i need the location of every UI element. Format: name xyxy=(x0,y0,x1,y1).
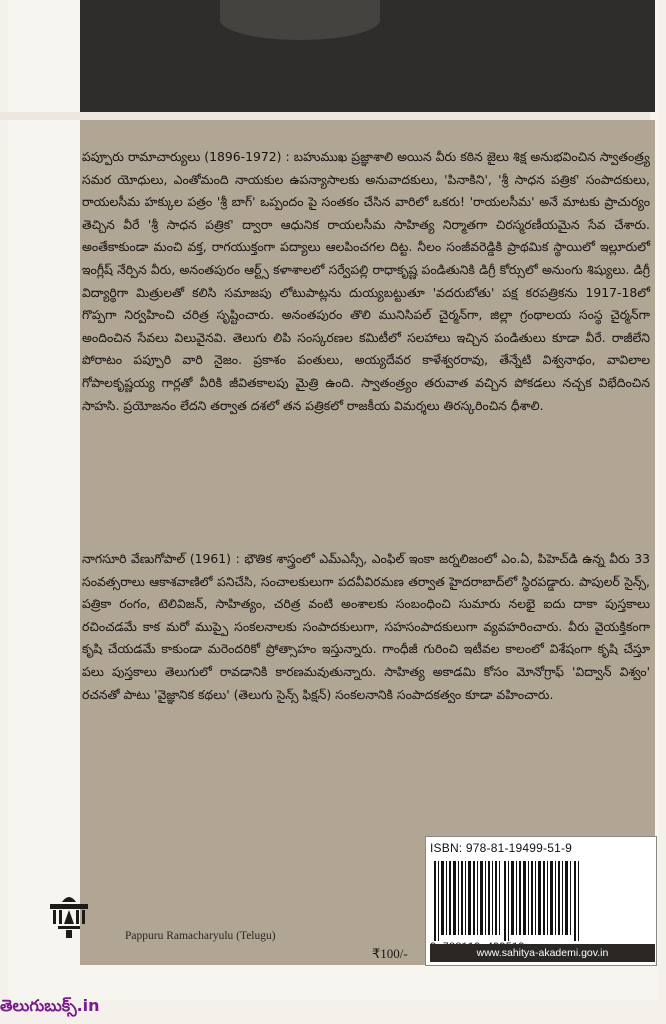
site-watermark: తెలుగుబుక్స్.in xyxy=(0,996,100,1015)
website-label: www.sahitya-akademi.gov.in xyxy=(430,944,655,962)
sahitya-akademi-logo-icon xyxy=(44,890,94,940)
cover-top-dark-strip xyxy=(80,0,655,112)
price-label: ₹100/- xyxy=(372,946,408,961)
isbn-label: ISBN: 978-81-19499-51-9 xyxy=(430,841,573,855)
book-title: Pappuru Ramacharyulu (Telugu) xyxy=(125,930,276,942)
writer-bio-paragraph: నాగసూరి వేణుగోపాల్ (1961) : భౌతిక శాస్త్రంలో ఎమ్‌ఎస్సీ, ఎంఫిల్ ఇంకా జర్నలిజంలో ఎం.ఏ, పిహెచ్‌డి ఉన్న వీరు 33 సంవత్సరాలు ఆకాశవాణిలో పనిచేసి, సంచాలకులుగా పదవీవిరమణ తర్వాత హైదరాబాద్‌లో స్థిరపడ్డారు. పాపులర్ సైన్స్, పత్రికా రంగం, టెలివిజన్, సాహిత్యం, చరిత్ర వంటి అంశాలకు సంబంధించి సుమారు నలభై ఐదు దాకా పుస్తకాలు రచించడమే కాక మరో ముప్పై సంకలనాలకు సంపాదకులుగా, సహసంపాదకులుగా వ్యవహరించారు. వీరు వైయక్తికంగా కృషి చేయడమే కాకుండా మరెందరికో ప్రోత్సాహం ఇస్తున్నారు. గాంధీజీ గురించి ఇటీవల కాలంలో విశేషంగా కృషి చేస్తూ పలు పుస్తకాలు తెలుగులో రావడానికి కారణమవుతున్నారు. సాహిత్య అకాడమి కోసం మోనోగ్రాఫ్ 'విద్వాన్ విశ్వం' రచనతో పాటు 'వైజ్ఞానిక కథలు' (తెలుగు సైన్స్ ఫిక్షన్) సంకలనానికి సంపాదకత్వం కూడా వహించారు. xyxy=(82,551,650,702)
cover-edge-line xyxy=(0,112,650,120)
author-bio-paragraph: పప్పూరు రామాచార్యులు (1896-1972) : బహుముఖ ప్రజ్ఞాశాలి అయిన వీరు కఠిన జైలు శిక్ష అనుభవించిన స్వాతంత్ర్య సమర యోధులు, ఎంతోమంది నాయకుల ఉపన్యాసాలకు అనువాదకులు, 'పినాకిని', 'శ్రీ సాధన పత్రిక' సంపాదకులు, రాయలసీమ హక్కుల పత్రం 'శ్రీ బాగ్' ఒప్పందం పై సంతకం చేసిన వారిలో ఒకరు! 'రాయలసీమ' అనే మాటకు ప్రాచుర్యం తెచ్చిన వీరే 'శ్రీ సాధన పత్రిక' ద్వారా ఆధునిక రాయలసీమ సాహిత్య నిర్మాతగా చిరస్మరణీయమైన సేవ చేశారు. అంతేకాకుండా మంచి వక్త, రాగయుక్తంగా పద్యాలు ఆలపించగల దిట్ట. నీలం సంజీవరెడ్డికి ప్రాథమిక స్థాయిలో ఇల్లూరులో ఇంగ్లీష్ నేర్పిన వీరు, అనంతపురం ఆర్ట్స్ కళాశాలలో సర్వేపల్లి రాధాకృష్ణ పండితునికి డిగ్రీ కోర్సులో అనుంగు శిష్యులు. డిగ్రీ విద్యార్థిగా మిత్రులతో కలిసి సమాజపు లోటుపాట్లను దుయ్యబట్టుతూ 'వదరుబోతు' పక్ష కరపత్రికను 1917-18లో గొప్పగా నిర్వహించి చరిత్ర సృష్టించారు. అనంతపురం తొలి మునిసిపల్ చైర్మన్‌గా, జిల్లా గ్రంథాలయ సంస్థ చైర్మన్‌గా అందించిన సేవలు విలువైనవి. తెలుగు లిపి సంస్కరణల కమిటీలో సలహాలు ఇచ్చిన పండితులు కూడా వీరే. రాజీలేని పోరాటం పప్పూరి వారి నైజం. ప్రకాశం పంతులు, అయ్యదేవర కాళేశ్వరరావు, తేన్నేటి విశ్వనాథం, వావిలాల గోపాలకృష్ణయ్య గార్లతో వీరికి జీవితకాలపు మైత్రి ఉంది. స్వాతంత్ర్యం తరువాత వచ్చిన పోకడలు నచ్చక విభేదించిన సాహసి. ప్రయోజనం లేదని తర్వాత దశలో తన పత్రికలో రాజకీయ విమర్శలు తిరస్కరించిన ధీశాలి. xyxy=(82,149,650,413)
barcode-icon xyxy=(432,861,582,941)
